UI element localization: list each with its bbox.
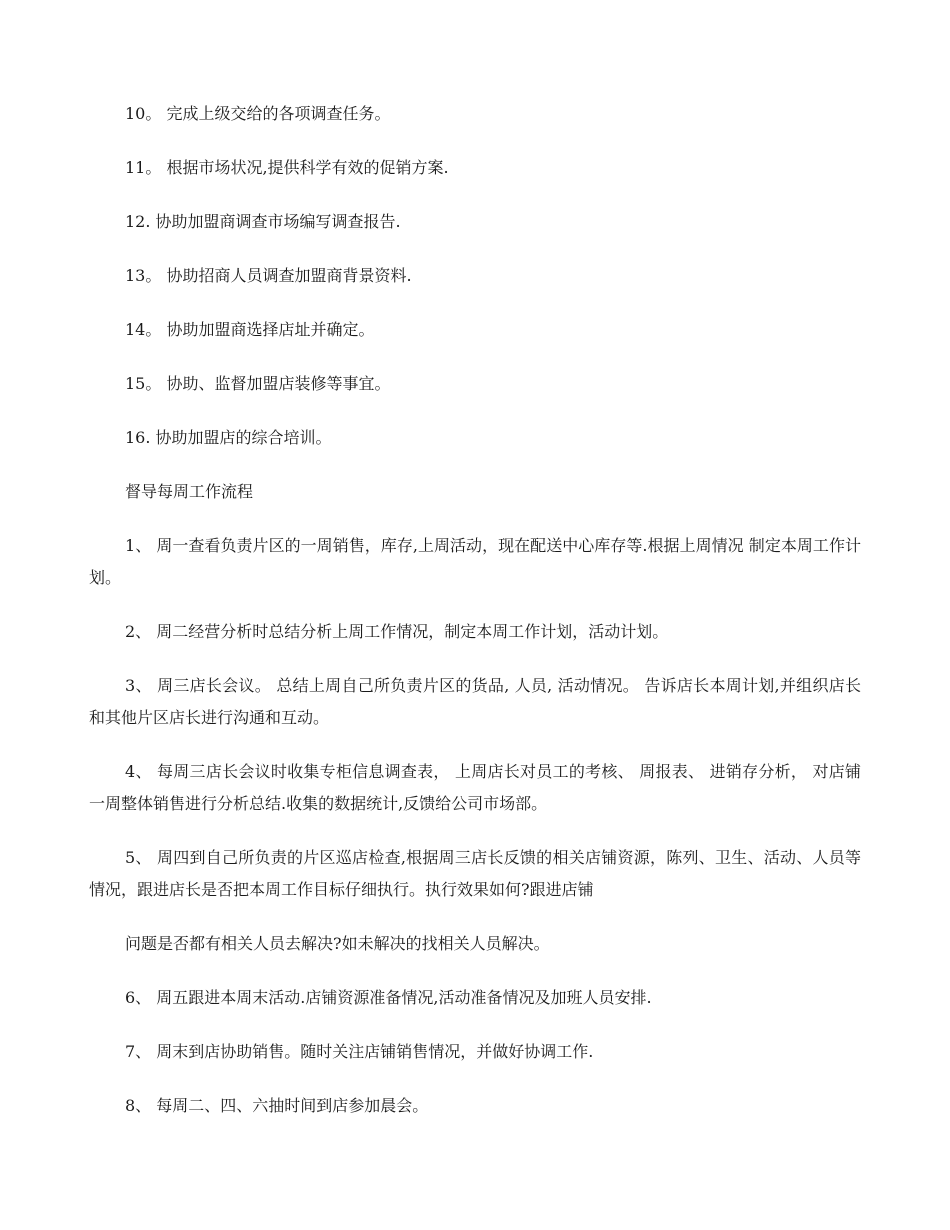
workflow-step-2: 2、 周二经营分析时总结分析上周工作情况，制定本周工作计划，活动计划。 bbox=[125, 622, 669, 641]
workflow-step-1: 1、 周一查看负责片区的一周销售，库存,上周活动，现在配送中心库存等.根据上周情况 制定本周工作计划。 bbox=[89, 536, 861, 587]
workflow-step-7: 7、 周末到店协助销售。随时关注店铺销售情况，并做好协调工作. bbox=[125, 1042, 594, 1061]
list-item-14: 14。 协助加盟商选择店址并确定。 bbox=[125, 320, 375, 339]
list-item-10: 10。 完成上级交给的各项调查任务。 bbox=[125, 104, 391, 123]
workflow-step-6: 6、 周五跟进本周末活动.店铺资源准备情况,活动准备情况及加班人员安排. bbox=[125, 988, 652, 1007]
workflow-step-8: 8、 每周二、四、六抽时间到店参加晨会。 bbox=[125, 1096, 429, 1115]
list-item-16: 16. 协助加盟店的综合培训。 bbox=[125, 428, 332, 447]
list-item-13: 13。 协助招商人员调查加盟商背景资料. bbox=[125, 266, 412, 285]
workflow-step-5: 5、 周四到自己所负责的片区巡店检查,根据周三店长反馈的相关店铺资源，陈列、卫生、活动、人员等情况，跟进店长是否把本周工作目标仔细执行。执行效果如何?跟进店铺 bbox=[89, 848, 861, 899]
workflow-step-3: 3、 周三店长会议。 总结上周自己所负责片区的货品, 人员, 活动情况。 告诉店长本周计划,并组织店长和其他片区店长进行沟通和互动。 bbox=[89, 676, 861, 727]
workflow-step-4: 4、 每周三店长会议时收集专柜信息调查表， 上周店长对员工的考核、 周报表、 进销存分析， 对店铺一周整体销售进行分析总结.收集的数据统计,反馈给公司市场部。 bbox=[89, 762, 861, 813]
workflow-step-5-continued: 问题是否都有相关人员去解决?如未解决的找相关人员解决。 bbox=[125, 934, 550, 953]
section-heading: 督导每周工作流程 bbox=[125, 482, 254, 501]
document-body bbox=[89, 98, 861, 1144]
list-item-11: 11。 根据市场状况,提供科学有效的促销方案. bbox=[125, 158, 449, 177]
list-item-15: 15。 协助、监督加盟店装修等事宜。 bbox=[125, 374, 391, 393]
list-item-12: 12. 协助加盟商调查市场编写调查报告. bbox=[125, 212, 401, 231]
